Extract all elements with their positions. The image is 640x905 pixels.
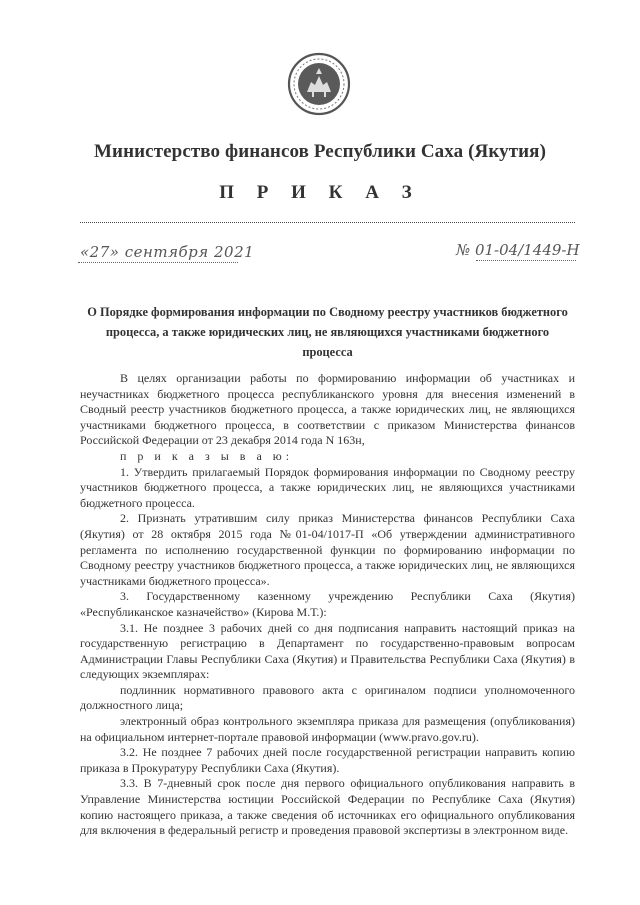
coat-of-arms-icon bbox=[287, 52, 351, 116]
clause-3-3: 3.3. В 7-дневный срок после дня первого официального опубликования направить в Управление Министерства юстиции Российской Федерации по Республике Саха (Якутия) копию настоящего приказа, а также сведения об источниках его официального опубликования для включения в федеральный регистр и проведения правовой экспертизы в электронном виде. bbox=[80, 776, 575, 838]
clause-3: 3. Государственному казенному учреждению Республики Саха (Якутия) «Республиканское казначейство» (Кирова М.Т.): bbox=[80, 589, 575, 619]
date-underline bbox=[78, 262, 238, 263]
clause-2: 2. Признать утратившим силу приказ Министерства финансов Республики Саха (Якутия) от 28 октября 2015 года №01-04/1017-П «Об утверждении административного регламента по исполнению государственной функции по формированию информации по Сводному реестру участников бюджетного процесса, а также юридических лиц, не являющихся участниками бюджетного процесса». bbox=[80, 511, 575, 588]
clause-3-2: 3.2. Не позднее 7 рабочих дней после государственной регистрации направить копию приказа в Прокуратуру Республики Саха (Якутия). bbox=[80, 745, 575, 775]
order-number: № 01-04/1449-Н bbox=[456, 241, 580, 259]
number-underline bbox=[476, 260, 576, 261]
order-formula: п р и к а з ы в а ю: bbox=[120, 448, 294, 463]
ministry-name: Министерство финансов Республики Саха (Якутия) bbox=[93, 141, 546, 162]
clause-3-1-item-electronic: электронный образ контрольного экземпляра приказа для размещения (опубликования) на официальном интернет-портале правовой информации (www.pravo.gov.ru). bbox=[80, 714, 575, 744]
preamble-paragraph: В целях организации работы по формированию информации об участниках и неучастниках бюджетного процесса республиканского уровня для внесения изменений в Сводный реестр участников бюджетного процесса, а также юридических лиц, не являющихся участниками бюджетного процесса, в соответствии с приказом Министерства финансов Российской Федерации от 23 декабря 2014 года N 163н, bbox=[80, 371, 575, 448]
clause-3-1-item-original: подлинник нормативного правового акта с оригиналом подписи уполномоченного должностного лица; bbox=[80, 682, 575, 713]
order-body bbox=[80, 371, 575, 839]
clause-1: 1. Утвердить прилагаемый Порядок формирования информации по Сводному реестру участников бюджетного процесса, а также юридических лиц, не являющихся участниками бюджетного процесса. bbox=[80, 464, 575, 510]
document-type: П Р И К А З bbox=[219, 182, 421, 203]
header-divider bbox=[80, 222, 575, 223]
order-date: «27» сентября 2021 bbox=[80, 243, 255, 261]
clause-3-1: 3.1. Не позднее 3 рабочих дней со дня подписания направить настоящий приказ на государственную регистрацию в Департамент по государственно-правовым вопросам Администрации Главы Республики Саха (Якутия) и Правительства Республики Саха (Якутия) в следующих экземплярах: bbox=[80, 620, 575, 682]
order-title: О Порядке формирования информации по Сводному реестру участников бюджетного процесса, а также юридических лиц, не являющихся участниками бюджетного процесса bbox=[87, 305, 568, 359]
